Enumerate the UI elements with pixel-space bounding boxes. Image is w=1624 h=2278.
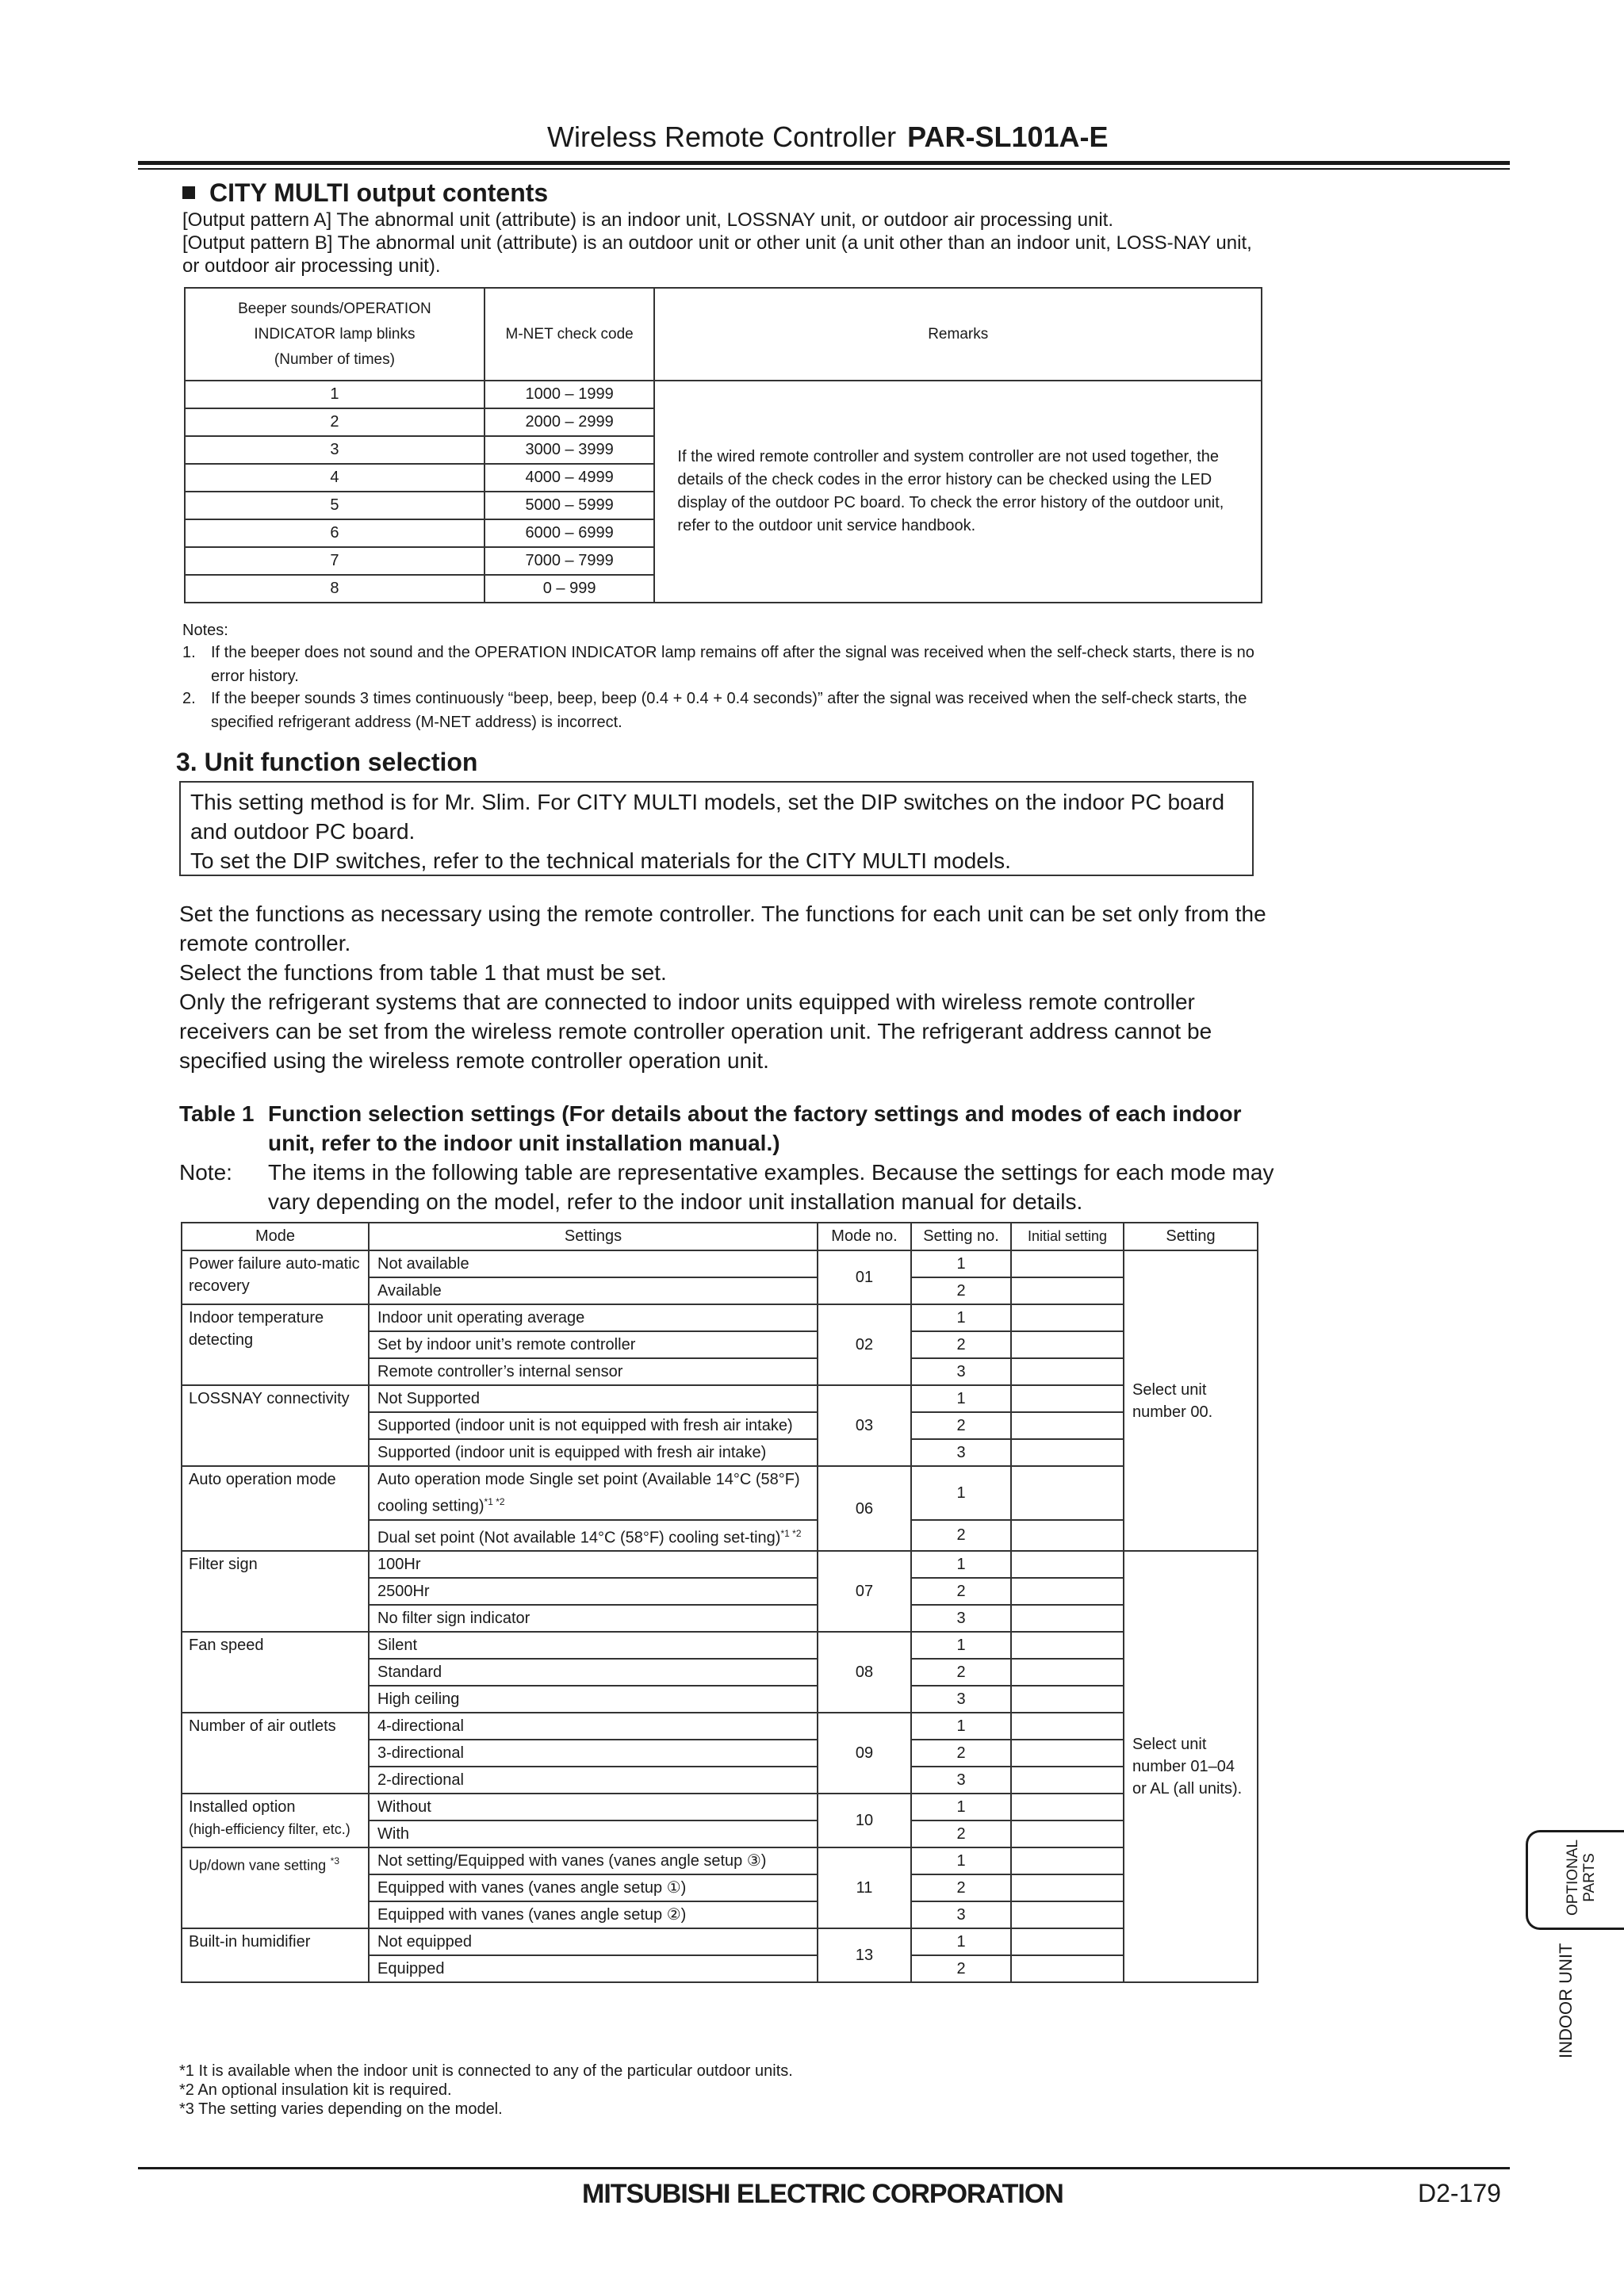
code-cell: 2000 – 2999 [485, 408, 655, 436]
mode-no-cell: 06 [818, 1466, 911, 1551]
header-model: PAR-SL101A-E [907, 121, 1109, 153]
header-initial-setting: Initial setting [1011, 1223, 1124, 1250]
initial-setting-cell[interactable] [1011, 1874, 1124, 1901]
mode-no-cell: 01 [818, 1250, 911, 1304]
mode-no-cell: 09 [818, 1713, 911, 1794]
initial-setting-cell[interactable] [1011, 1955, 1124, 1982]
initial-setting-cell[interactable] [1011, 1740, 1124, 1767]
setting-no-cell: 1 [911, 1928, 1011, 1955]
code-cell: 0 – 999 [485, 575, 655, 603]
code-cell: 3000 – 3999 [485, 436, 655, 464]
header-mode-no: Mode no. [818, 1223, 911, 1250]
section-3-heading: 3. Unit function selection [176, 748, 478, 776]
optional-parts-tab[interactable] [1526, 1830, 1624, 1930]
initial-setting-cell[interactable] [1011, 1794, 1124, 1820]
setting-no-cell: 1 [911, 1713, 1011, 1740]
mode-cell [182, 1847, 369, 1928]
page-header-title [547, 121, 1109, 154]
mode-no-cell: 13 [818, 1928, 911, 1982]
mode-cell: Number of air outlets [182, 1713, 369, 1794]
setting-cell: Not setting/Equipped with vanes (vanes angle setup ③) [369, 1847, 818, 1874]
setting-cell: Not Supported [369, 1385, 818, 1412]
mode-text: Up/down vane setting [189, 1857, 327, 1874]
section-3-paragraph: Only the refrigerant systems that are connected to indoor units equipped with wireless remote controller receivers can be set from the wireless remote controller operation unit. The refrigerant address cannot be specified using the wireless remote controller operation unit. [179, 990, 1212, 1073]
initial-setting-cell[interactable] [1011, 1901, 1124, 1928]
initial-setting-cell[interactable] [1011, 1632, 1124, 1659]
setting-cell: Without [369, 1794, 818, 1820]
initial-setting-cell[interactable] [1011, 1277, 1124, 1304]
footer-company: MITSUBISHI ELECTRIC CORPORATION [582, 2179, 1063, 2209]
setting-no-cell: 3 [911, 1901, 1011, 1928]
mode-cell: Power failure auto-matic recovery [182, 1250, 369, 1304]
setting-cell: 4-directional [369, 1713, 818, 1740]
setting-no-cell: 3 [911, 1767, 1011, 1794]
setting-no-cell: 3 [911, 1686, 1011, 1713]
initial-setting-cell[interactable] [1011, 1713, 1124, 1740]
note-text: If the beeper sounds 3 times continuously “beep, beep, beep (0.4 + 0.4 + 0.4 seconds)” after the signal was received when the self-check starts, the specified refrigerant address (M-NET address) is incorrect. [211, 690, 1247, 731]
beeps-cell: 3 [185, 436, 485, 464]
setting-no-cell: 2 [911, 1659, 1011, 1686]
setting-no-cell: 2 [911, 1740, 1011, 1767]
mode-cell: Auto operation mode [182, 1466, 369, 1551]
code-cell: 6000 – 6999 [485, 519, 655, 547]
beeps-cell: 2 [185, 408, 485, 436]
city-multi-heading [182, 178, 548, 208]
note-text: If the beeper does not sound and the OPERATION INDICATOR lamp remains off after the signal was received when the self-check starts, there is no error history. [211, 644, 1254, 685]
code-cell: 5000 – 5999 [485, 492, 655, 519]
setting-no-cell: 1 [911, 1847, 1011, 1874]
setting-cell: 100Hr [369, 1551, 818, 1578]
section-3-paragraph: Set the functions as necessary using the remote controller. The functions for each unit can be set only from the remote controller. [179, 902, 1266, 955]
initial-setting-cell[interactable] [1011, 1767, 1124, 1794]
setting-cell: With [369, 1820, 818, 1847]
mode-no-cell: 02 [818, 1304, 911, 1385]
setting-no-cell: 3 [911, 1605, 1011, 1632]
setting-cell: Standard [369, 1659, 818, 1686]
setting-no-cell: 2 [911, 1277, 1011, 1304]
header-rule-thin [138, 168, 1510, 170]
page-number: D2-179 [1418, 2179, 1501, 2207]
mode-no-cell: 11 [818, 1847, 911, 1928]
mode-cell: Built-in humidifier [182, 1928, 369, 1982]
initial-setting-cell[interactable] [1011, 1358, 1124, 1385]
initial-setting-cell[interactable] [1011, 1659, 1124, 1686]
setting-cell: Equipped with vanes (vanes angle setup ②) [369, 1901, 818, 1928]
initial-setting-cell[interactable] [1011, 1686, 1124, 1713]
initial-setting-cell[interactable] [1011, 1412, 1124, 1439]
setting-cell [369, 1520, 818, 1552]
initial-setting-cell[interactable] [1011, 1820, 1124, 1847]
setting-no-cell: 1 [911, 1250, 1011, 1277]
setting-no-cell: 1 [911, 1551, 1011, 1578]
setting-cell: 2500Hr [369, 1578, 818, 1605]
beeps-cell: 1 [185, 381, 485, 408]
setting-cell: Supported (indoor unit is not equipped with fresh air intake) [369, 1412, 818, 1439]
beeps-cell: 8 [185, 575, 485, 603]
output-pattern-a: [Output pattern A] The abnormal unit (attribute) is an indoor unit, LOSSNAY unit, or outdoor air processing unit. [182, 209, 1113, 231]
footnote-2: *2 An optional insulation kit is required. [179, 2081, 452, 2099]
setting-cell: Not equipped [369, 1928, 818, 1955]
setting-no-cell: 1 [911, 1304, 1011, 1331]
setting-no-cell: 2 [911, 1955, 1011, 1982]
code-cell: 1000 – 1999 [485, 381, 655, 408]
table-1-note-text: The items in the following table are representative examples. Because the settings for each mode may vary depending on the model, refer to the indoor unit installation manual for details. [268, 1160, 1274, 1214]
mode-no-cell: 07 [818, 1551, 911, 1632]
note-number: 2. [182, 690, 196, 707]
footer-rule [138, 2167, 1510, 2169]
check-code-table [184, 287, 1262, 603]
setting-no-cell: 1 [911, 1794, 1011, 1820]
initial-setting-cell[interactable] [1011, 1928, 1124, 1955]
setting-text: Auto operation mode Single set point (Available 14°C (58°F) cooling setting) [377, 1471, 800, 1515]
select-unit-01-04-cell: Select unit number 01–04 or AL (all units). [1124, 1551, 1258, 1982]
initial-setting-cell[interactable] [1011, 1578, 1124, 1605]
setting-no-cell: 2 [911, 1874, 1011, 1901]
indoor-unit-tab[interactable]: INDOOR UNIT [1556, 1943, 1576, 2058]
setting-no-cell: 2 [911, 1520, 1011, 1552]
table-1-note-label: Note: [179, 1160, 232, 1185]
setting-no-cell: 1 [911, 1466, 1011, 1520]
notes-title: Notes: [182, 622, 228, 639]
beeps-cell: 7 [185, 547, 485, 575]
mode-cell: Fan speed [182, 1632, 369, 1713]
initial-setting-cell[interactable] [1011, 1439, 1124, 1466]
mode-no-cell: 10 [818, 1794, 911, 1847]
setting-no-cell: 3 [911, 1439, 1011, 1466]
setting-cell: Set by indoor unit’s remote controller [369, 1331, 818, 1358]
footnote-ref: *1 *2 [780, 1527, 802, 1539]
notice-line-1: This setting method is for Mr. Slim. For CITY MULTI models, set the DIP switches on the indoor PC board and outdoor PC board. [190, 790, 1225, 844]
beeps-cell: 6 [185, 519, 485, 547]
section-3-body [179, 899, 1274, 1075]
beeps-cell: 5 [185, 492, 485, 519]
mode-text: Installed option [189, 1798, 296, 1817]
footnote-1: *1 It is available when the indoor unit is connected to any of the particular outdoor units. [179, 2062, 793, 2080]
setting-text: Dual set point (Not available 14°C (58°F) cooling set-ting) [377, 1529, 781, 1547]
header-mnet: M-NET check code [485, 288, 655, 381]
header-beeper: Beeper sounds/OPERATION INDICATOR lamp blinks (Number of times) [185, 288, 485, 381]
setting-cell [369, 1466, 818, 1520]
setting-cell: Not available [369, 1250, 818, 1277]
mode-no-cell: 08 [818, 1632, 911, 1713]
square-bullet-icon [182, 186, 195, 199]
optional-parts-tab-label [1565, 1834, 1598, 1921]
output-pattern-b: [Output pattern B] The abnormal unit (attribute) is an outdoor unit or other unit (a unit other than an indoor unit, LOSS-NAY unit, or outdoor air processing unit). [182, 232, 1252, 277]
setting-no-cell: 2 [911, 1578, 1011, 1605]
remarks-cell: If the wired remote controller and system controller are not used together, the details of the check codes in the error history can be checked using the LED display of the outdoor PC board. To check the error history of the outdoor unit, refer to the outdoor unit service handbook. [654, 381, 1262, 603]
setting-cell: No filter sign indicator [369, 1605, 818, 1632]
header-remarks: Remarks [654, 288, 1262, 381]
initial-setting-cell[interactable] [1011, 1250, 1124, 1277]
beeps-cell: 4 [185, 464, 485, 492]
setting-cell: Equipped with vanes (vanes angle setup ①) [369, 1874, 818, 1901]
setting-no-cell: 3 [911, 1358, 1011, 1385]
setting-cell: Available [369, 1277, 818, 1304]
initial-setting-cell[interactable] [1011, 1605, 1124, 1632]
mode-cell: Filter sign [182, 1551, 369, 1632]
mode-subtext: (high-efficiency filter, etc.) [189, 1821, 350, 1838]
initial-setting-cell[interactable] [1011, 1304, 1124, 1331]
table-1-caption-text: Function selection settings (For details about the factory settings and modes of each indoor unit, refer to the indoor unit installation manual.) [268, 1101, 1242, 1155]
code-cell: 4000 – 4999 [485, 464, 655, 492]
header-rule-thick [138, 161, 1510, 165]
initial-setting-cell[interactable] [1011, 1466, 1124, 1520]
setting-cell: Silent [369, 1632, 818, 1659]
header-setting: Setting [1124, 1223, 1258, 1250]
header-setting-no: Setting no. [911, 1223, 1011, 1250]
table-1-caption [179, 1099, 1289, 1158]
setting-cell: Equipped [369, 1955, 818, 1982]
header-title-text: Wireless Remote Controller [547, 121, 897, 153]
setting-cell: High ceiling [369, 1686, 818, 1713]
table-1-label: Table 1 [179, 1101, 255, 1126]
initial-setting-cell[interactable] [1011, 1520, 1124, 1552]
setting-cell: 3-directional [369, 1740, 818, 1767]
header-settings: Settings [369, 1223, 818, 1250]
initial-setting-cell[interactable] [1011, 1385, 1124, 1412]
mode-no-cell: 03 [818, 1385, 911, 1466]
initial-setting-cell[interactable] [1011, 1551, 1124, 1578]
footnote-3: *3 The setting varies depending on the model. [179, 2100, 503, 2118]
setting-no-cell: 1 [911, 1385, 1011, 1412]
note-item [182, 641, 1269, 688]
mode-cell: Indoor temperature detecting [182, 1304, 369, 1385]
initial-setting-cell[interactable] [1011, 1331, 1124, 1358]
tab-label-line: OPTIONAL [1565, 1839, 1581, 1916]
mr-slim-notice-box [179, 781, 1254, 876]
setting-cell: Supported (indoor unit is equipped with fresh air intake) [369, 1439, 818, 1466]
setting-no-cell: 2 [911, 1820, 1011, 1847]
setting-no-cell: 2 [911, 1331, 1011, 1358]
setting-cell: Remote controller’s internal sensor [369, 1358, 818, 1385]
city-multi-heading-text: CITY MULTI output contents [209, 178, 549, 207]
tab-label-line: PARTS [1581, 1853, 1598, 1902]
notice-line-2: To set the DIP switches, refer to the technical materials for the CITY MULTI models. [190, 848, 1011, 873]
select-unit-00-cell: Select unit number 00. [1124, 1250, 1258, 1551]
code-cell: 7000 – 7999 [485, 547, 655, 575]
header-mode: Mode [182, 1223, 369, 1250]
setting-no-cell: 1 [911, 1632, 1011, 1659]
mode-cell [182, 1794, 369, 1847]
footnote-ref: *3 [330, 1855, 340, 1867]
function-selection-table [181, 1222, 1258, 1983]
note-number: 1. [182, 644, 196, 661]
section-3-paragraph: Select the functions from table 1 that must be set. [179, 960, 667, 985]
table-1-note [179, 1158, 1289, 1216]
mode-cell: LOSSNAY connectivity [182, 1385, 369, 1466]
footnote-ref: *1 *2 [484, 1496, 505, 1507]
setting-cell: 2-directional [369, 1767, 818, 1794]
setting-cell: Indoor unit operating average [369, 1304, 818, 1331]
note-item [182, 687, 1269, 734]
setting-no-cell: 2 [911, 1412, 1011, 1439]
initial-setting-cell[interactable] [1011, 1847, 1124, 1874]
